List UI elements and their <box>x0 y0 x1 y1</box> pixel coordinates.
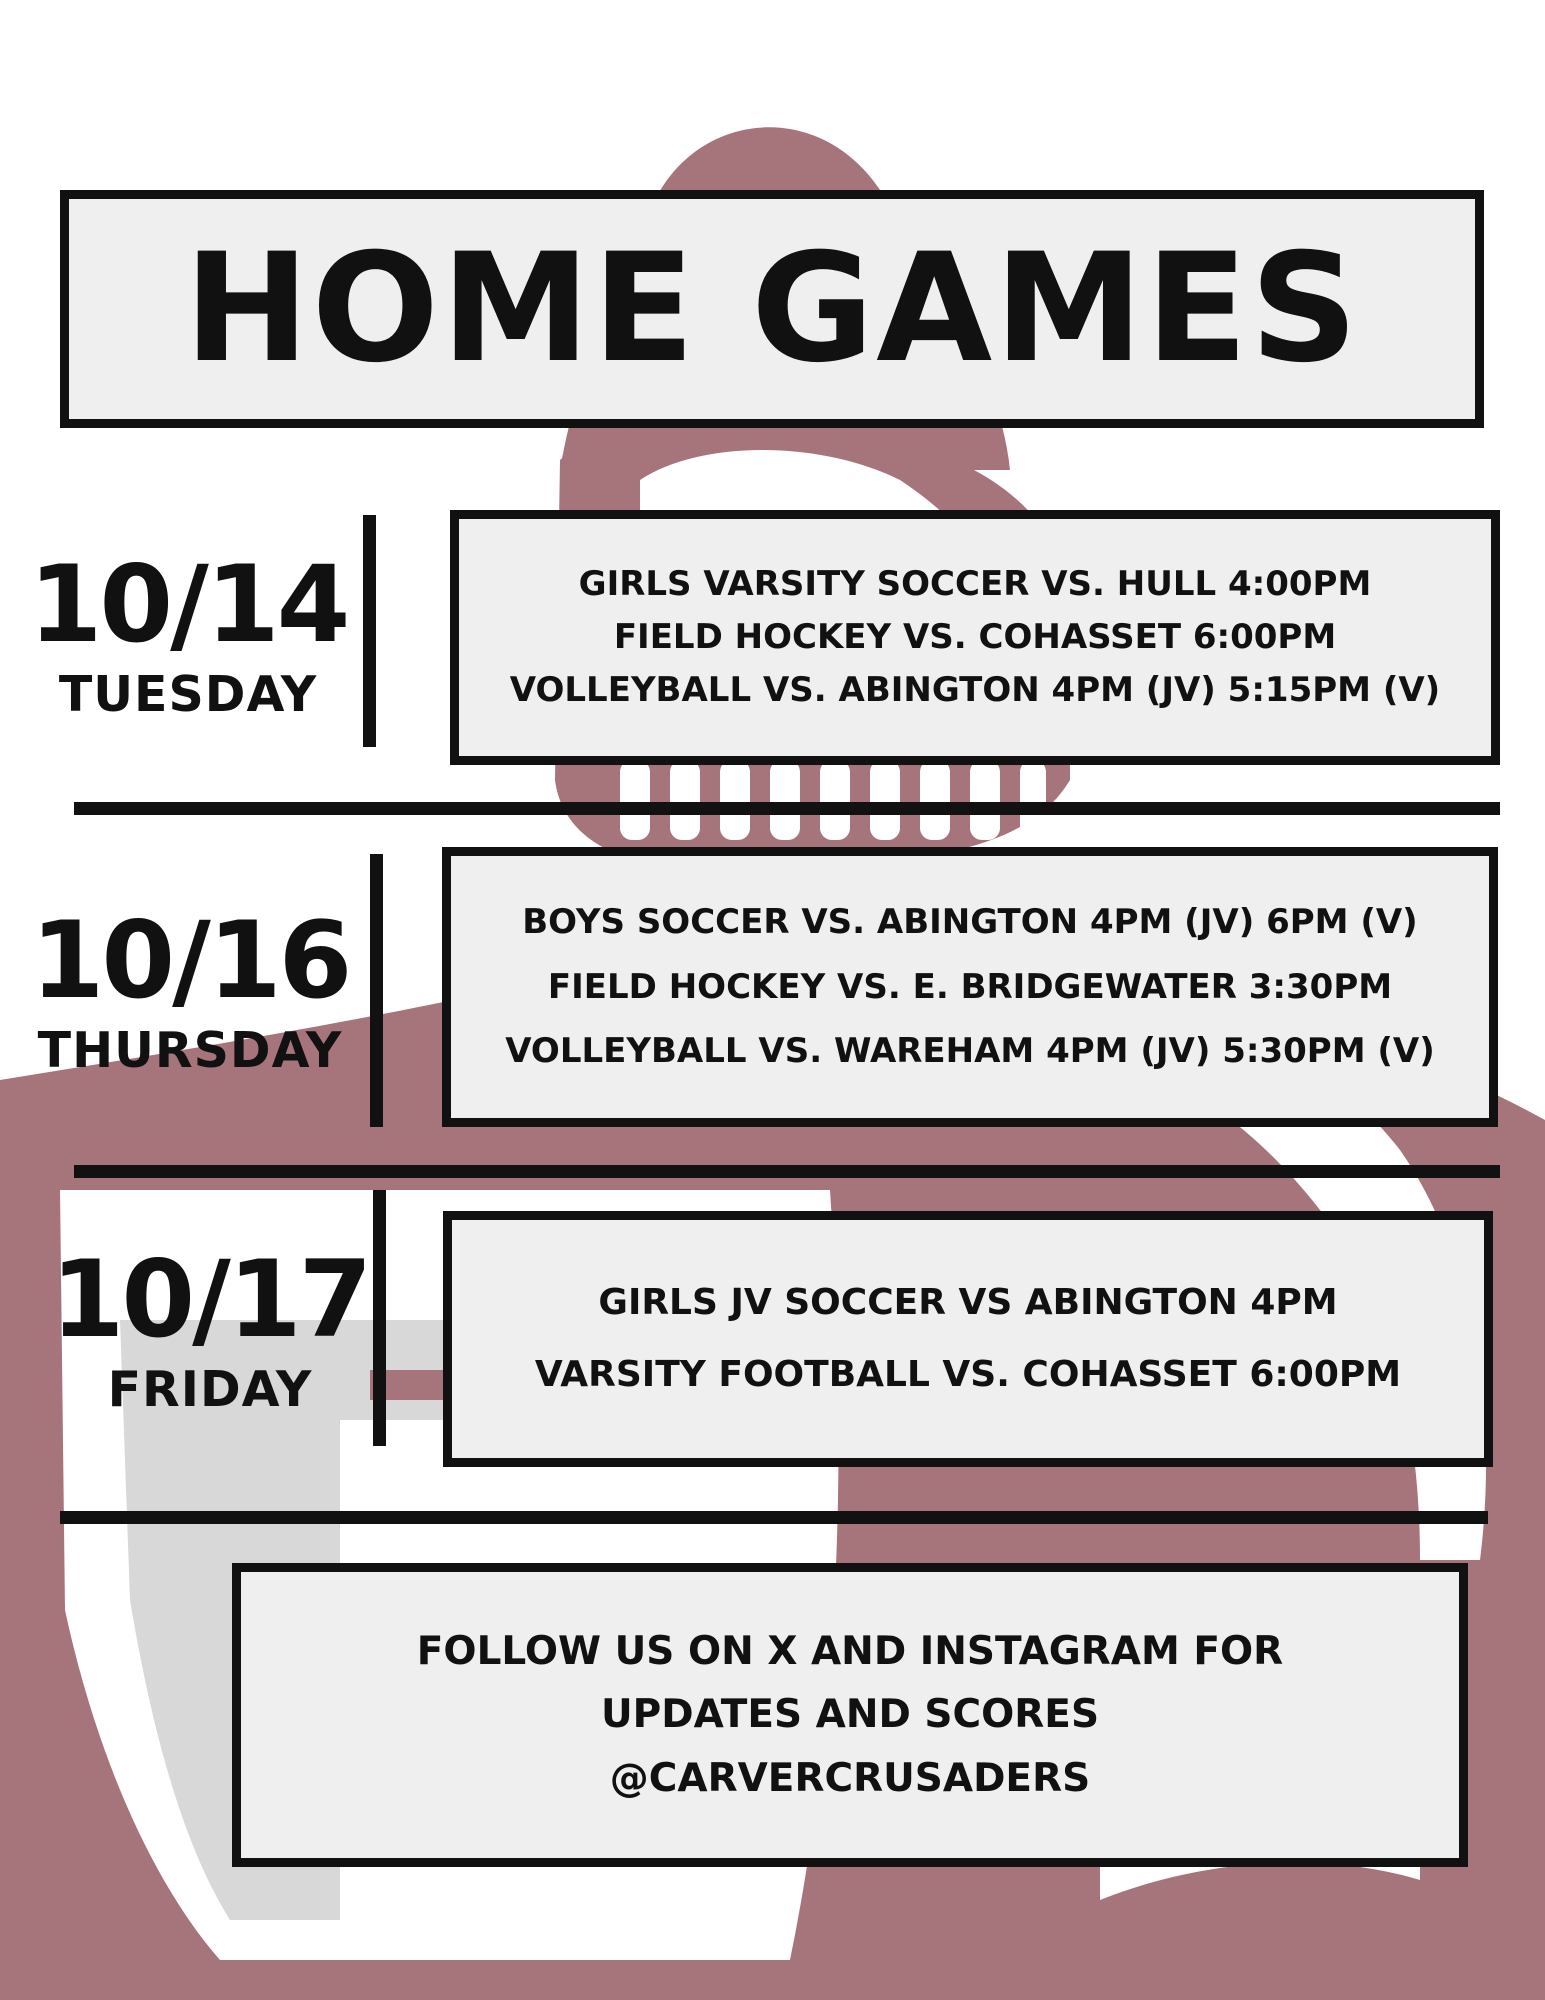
day-date: 10/14 <box>28 543 348 666</box>
game-item: FIELD HOCKEY VS. E. BRIDGEWATER 3:30PM <box>547 966 1393 1007</box>
game-item: GIRLS JV SOCCER VS ABINGTON 4PM <box>598 1282 1338 1323</box>
day-weekday: THURSDAY <box>37 1022 343 1079</box>
section-divider <box>74 802 1500 815</box>
section-divider <box>60 1511 1488 1524</box>
follow-box <box>232 1563 1468 1867</box>
games-box-1 <box>450 510 1500 765</box>
day-date: 10/16 <box>30 899 350 1022</box>
social-handle: @CARVERCRUSADERS <box>609 1755 1091 1801</box>
game-item: FIELD HOCKEY VS. COHASSET 6:00PM <box>613 617 1337 658</box>
day-divider-vertical <box>370 854 383 1127</box>
page-title: HOME GAMES <box>184 222 1360 396</box>
game-item: BOYS SOCCER VS. ABINGTON 4PM (JV) 6PM (V) <box>522 902 1418 943</box>
day-divider-vertical <box>363 515 376 747</box>
follow-text: UPDATES AND SCORES <box>600 1692 1100 1738</box>
day-weekday: FRIDAY <box>107 1361 313 1418</box>
day-label-3 <box>50 1238 370 1418</box>
game-item: VOLLEYBALL VS. WAREHAM 4PM (JV) 5:30PM (V) <box>505 1031 1435 1072</box>
games-box-2 <box>442 847 1498 1127</box>
day-divider-vertical <box>373 1190 386 1446</box>
game-item: VARSITY FOOTBALL VS. COHASSET 6:00PM <box>534 1354 1402 1395</box>
day-label-2 <box>30 899 350 1079</box>
game-item: VOLLEYBALL VS. ABINGTON 4PM (JV) 5:15PM (V) <box>509 669 1441 710</box>
games-box-3 <box>443 1211 1493 1467</box>
day-date: 10/17 <box>50 1238 370 1361</box>
section-divider <box>74 1165 1500 1178</box>
title-box <box>60 190 1484 428</box>
game-item: GIRLS VARSITY SOCCER VS. HULL 4:00PM <box>578 564 1372 605</box>
follow-text: FOLLOW US ON X AND INSTAGRAM FOR <box>416 1629 1284 1675</box>
day-weekday: TUESDAY <box>58 666 318 723</box>
day-label-1 <box>28 543 348 723</box>
